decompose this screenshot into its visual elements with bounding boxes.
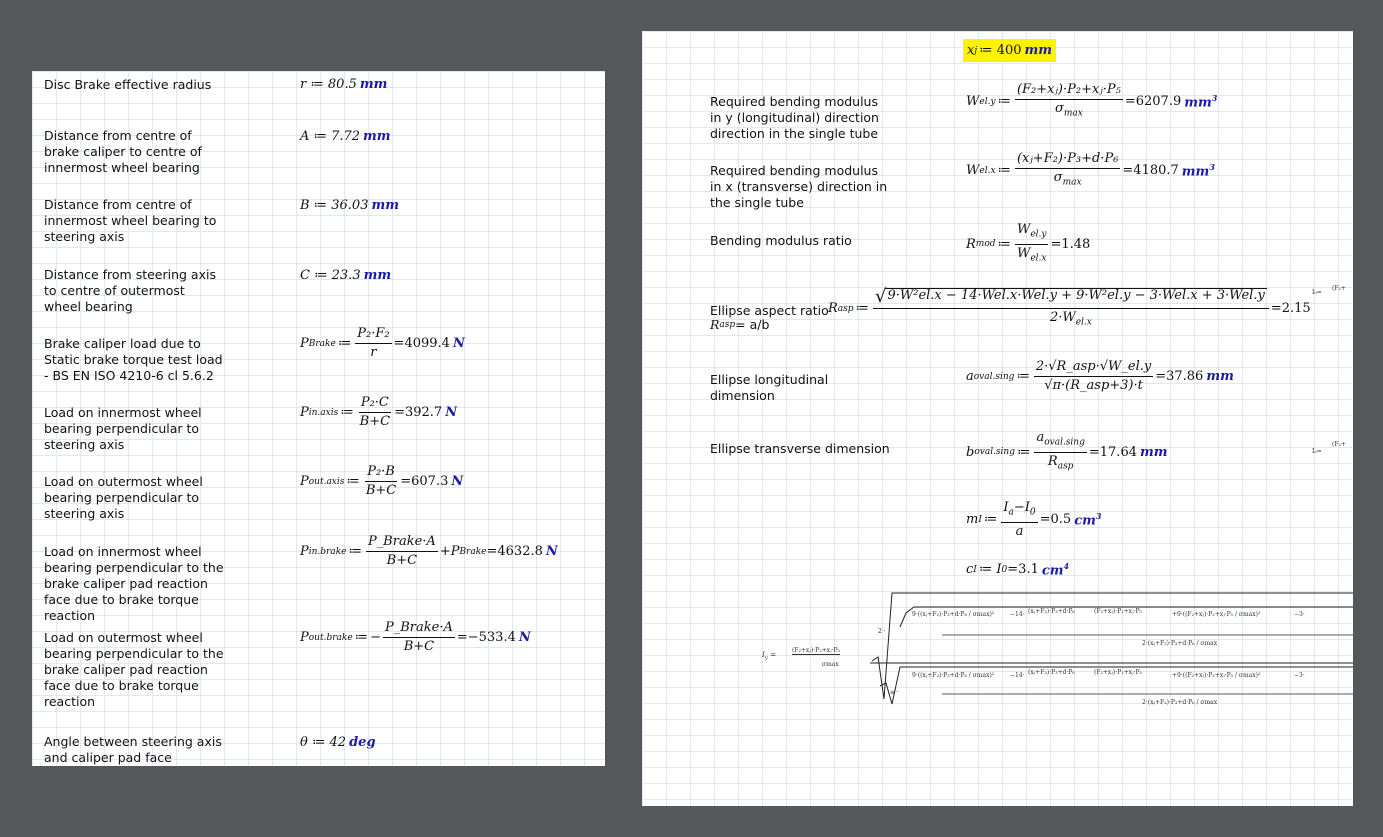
math-r-expr: r ≔ 80.5 [300,77,357,92]
math-p-out-axis-result: =607.3 [400,474,449,489]
math-B-expr: B ≔ 36.03 [300,198,369,213]
big-formula-term4: (F₂+xⱼ)·P₂+xⱼ·P₅ [1094,608,1142,615]
math-wel-y-den-sym: σ [1054,101,1064,116]
math-m-i-den: a [1015,523,1024,539]
math-p-out-axis-sub: out.axis [308,476,345,487]
math-p-out-brake-sub: out.brake [308,632,353,643]
math-p-brake-sub: Brake [308,338,336,349]
math-wel-x-unit [1182,162,1215,179]
math-wel-x-den [1052,169,1084,190]
math-p-in-axis-den: B+C [359,414,391,429]
big-formula-term2-lower: −14· [1010,672,1025,679]
math-a-oval-frac [1034,360,1153,393]
math-p-brake[interactable] [300,327,465,360]
math-p-out-brake[interactable] [300,621,531,654]
math-m-i-num-sym: I [1003,500,1009,515]
label-dist-C: Distance from steering axis to centre of outermost wheel bearing [44,267,216,314]
math-p-out-brake-lhs: P [300,630,309,645]
math-p-out-brake-frac [383,621,455,654]
label-r-asp-sym: R [710,317,720,332]
math-r-asp-den-sym: 2·W [1049,310,1076,325]
big-formula-term2: −14· [1010,611,1025,618]
math-theta-expr: θ ≔ 42 [300,735,347,750]
label-brake-radius: Disc Brake effective radius [44,77,212,92]
big-formula-two: 2 · [878,628,886,635]
sqrt-symbol: √ [874,286,887,307]
math-p-out-axis-frac [364,465,398,498]
math-r-asp-num [873,288,1269,309]
math-wel-x-den-sym: σ [1053,170,1063,185]
math-m-i-num-tail: −I [1013,500,1030,515]
label-dist-B: Distance from centre of innermost wheel bearing to steering axis [44,197,217,244]
math-p-in-brake-num: P_Brake·A [366,535,438,552]
math-r-mod-frac [1015,223,1049,265]
math-m-i[interactable] [966,501,1101,539]
label-r-mod: Bending modulus ratio [710,233,852,248]
math-p-brake-unit: N [452,336,465,351]
math-A-expr: A ≔ 7.72 [300,129,361,144]
math-p-brake-frac [355,327,391,360]
math-p-in-brake[interactable] [300,535,558,568]
math-p-out-brake-unit: N [518,630,531,645]
label-p-in-axis: Load on innermost wheel bearing perpendicular to steering axis [44,405,202,452]
math-r-asp[interactable] [828,288,1311,330]
math-C[interactable] [300,268,391,283]
label-b-oval: Ellipse transverse dimension [710,441,890,456]
math-r-asp-den-sub: el.x [1075,317,1092,328]
math-p-out-axis-unit: N [451,474,464,489]
math-b-oval-unit: mm [1139,444,1168,460]
big-formula-term5-lower: +9·((F₂+xⱼ)·P₂+xⱼ·P₅ / σmax)² [1172,672,1261,679]
math-p-in-axis-unit: N [445,405,458,420]
edge-fragment-f2-b: (F₂+ [1332,441,1346,448]
math-r-asp-den [1048,309,1094,330]
math-r-asp-sub: asp [837,303,854,314]
define-symbol: ≔ [997,94,1011,110]
math-B[interactable] [300,198,399,213]
define-symbol: ≔ [354,630,369,645]
math-p-in-brake-frac [366,535,438,568]
big-formula-term1: 9·((xⱼ+F₂)·P₃+d·P₆ / σmax)² [912,611,995,618]
math-C-expr: C ≔ 23.3 [300,268,361,283]
math-xj-lhs: x [967,43,975,58]
math-wel-y-lhs: W [966,94,980,110]
big-formula-lhs-sym: I [762,651,765,659]
define-symbol: ≔ [997,163,1011,179]
math-p-out-axis-num: P₂·B [365,465,397,482]
right-worksheet[interactable] [642,31,1353,806]
label-wel-x: Required bending modulus in x (transverse) direction in the single tube [710,163,888,210]
math-b-oval-lhs: b [966,444,975,460]
math-a-oval-sub: oval.sing [973,371,1015,382]
math-b-oval-den [1046,453,1076,474]
math-m-i-unit-sup: 3 [1095,511,1102,522]
define-symbol: ≔ [1017,444,1031,460]
math-m-i-sub: I [978,514,982,525]
math-wel-y-den-sub: max [1063,108,1083,119]
math-r[interactable] [300,77,387,92]
math-c-i-mid-sub: 0 [1001,564,1008,575]
math-b-oval-frac [1034,431,1086,473]
math-A-unit: mm [363,129,391,144]
left-worksheet[interactable] [32,71,605,766]
math-r-mod-den-sub: el.x [1030,253,1047,264]
math-wel-x[interactable] [966,152,1215,190]
math-r-mod-num-sym: W [1016,222,1031,237]
math-a-oval-lhs: a [966,369,974,384]
big-formula-lhs: $I_y$ = [762,651,777,662]
math-xj-sub: j [974,45,978,56]
math-p-out-brake-result: =−533.4 [456,630,516,645]
math-wel-x-frac [1015,152,1120,190]
big-formula-term5: +9·((F₂+xⱼ)·P₂+xⱼ·P₅ / σmax)² [1172,611,1261,618]
define-symbol: ≔ [997,236,1011,252]
math-p-in-axis[interactable] [300,396,457,429]
label-theta: Angle between steering axis and caliper pad face [44,734,222,765]
math-b-oval-num-sub: oval.sing [1044,437,1085,448]
math-r-mod-den [1015,245,1049,266]
math-b-oval-result: =17.64 [1088,444,1137,460]
label-r-asp-def [710,317,769,332]
math-B-unit: mm [371,198,399,213]
math-m-i-unit-text: cm [1074,513,1096,529]
define-symbol: ≔ [348,544,362,559]
math-r-mod-result: =1.48 [1050,236,1091,252]
math-p-out-brake-den: B+C [403,639,435,654]
math-r-asp-result: =2.15 [1270,301,1311,317]
define-symbol: ≔ [346,474,360,489]
math-wel-y-unit [1184,93,1217,110]
big-formula-term1-lower: 9·((xⱼ+F₂)·P₃+d·P₆ / σmax)² [912,672,995,679]
math-wel-y-unit-text: mm [1184,95,1212,111]
math-c-i-lhs: c [966,562,974,578]
math-p-out-axis[interactable] [300,465,463,498]
math-wel-x-result: =4180.7 [1122,163,1179,179]
math-xj[interactable] [963,39,1056,62]
math-p-in-brake-sub: in.brake [308,546,347,557]
math-wel-y-unit-sup: 3 [1211,93,1218,104]
math-b-oval[interactable] [966,431,1168,473]
label-wel-y: Required bending modulus in y (longitudinal) direction direction in the single tube [710,94,879,141]
math-xj-unit: mm [1024,43,1053,58]
math-p-brake-num: P₂·F₂ [355,327,391,344]
math-c-i-unit-text: cm [1041,563,1064,579]
big-formula-prefix-den: σmax [822,661,839,668]
math-a-oval-den: √π·(R_asp+3)·t [1044,378,1143,393]
define-symbol: ≔ [983,512,998,528]
math-p-out-axis-den: B+C [365,483,397,498]
big-formula-term3: (xⱼ+F₂)·P₃+d·P₆ [1028,608,1075,615]
math-r-mod-lhs: R [966,236,976,252]
math-wel-x-num: (xⱼ+F₂)·P₃+d·P₆ [1015,152,1120,169]
define-symbol: ≔ [855,301,869,317]
math-p-in-brake-result: =4632.8 [486,544,543,559]
math-p-in-axis-lhs: P [300,405,309,420]
math-wel-x-unit-text: mm [1181,164,1210,180]
label-p-in-brake: Load on innermost wheel bearing perpendicular to the brake caliper pad reaction face due to brake torque reaction [44,544,224,623]
math-c-i-mid: ≔ I [978,562,1002,578]
big-formula-term3-lower: (xⱼ+F₂)·P₃+d·P₆ [1028,669,1075,676]
math-r-unit: mm [359,77,388,92]
math-p-in-brake-unit: N [545,544,558,559]
math-r-asp-lhs: R [828,301,838,317]
math-c-i-unit [1042,561,1069,578]
define-symbol: ≔ [340,405,354,420]
label-r-asp-tail: = a/b [735,317,770,332]
math-A[interactable] [300,129,391,144]
math-a-oval-num: 2·√R_asp·√W_el.y [1034,360,1153,377]
label-dist-A: Distance from centre of brake caliper to centre of innermost wheel bearing [44,128,202,175]
math-theta[interactable] [300,735,376,750]
label-p-out-brake: Load on outermost wheel bearing perpendicular to the brake caliper pad reaction face due to brake torque reaction [44,630,224,709]
math-p-in-brake-lhs: P [300,544,309,559]
math-b-oval-num [1034,431,1086,453]
math-wel-y-result: =6207.9 [1124,94,1182,110]
math-p-out-axis-lhs: P [300,474,309,489]
math-r-asp-frac [873,288,1269,330]
math-m-i-frac [1001,501,1037,539]
big-formula-den2-lower: 2·(xⱼ+F₂)·P₃+d·P₆ / σmax [1142,699,1218,706]
math-a-oval-result: =37.86 [1155,369,1204,384]
math-m-i-num [1001,501,1037,523]
math-c-i-result: =3.1 [1007,562,1039,578]
math-c-i-sub: I [973,564,977,575]
big-formula-term6: −3· [1294,611,1305,618]
math-p-brake-den: r [370,345,377,360]
math-c-i-unit-sup: 4 [1063,561,1070,571]
math-p-in-brake-den: B+C [386,553,418,568]
math-c-i[interactable] [966,561,1069,578]
math-b-oval-den-sym: R [1047,453,1058,469]
math-wel-y[interactable] [966,83,1217,121]
edge-fragment-ia: Iₐ= [1312,448,1322,455]
math-wel-y-num: (F₂+xⱼ)·P₂+xⱼ·P₅ [1015,83,1123,100]
edge-fragment-f2-a: (F₂+ [1332,285,1346,292]
math-wel-x-unit-sup: 3 [1209,162,1215,173]
math-m-i-lhs: m [966,512,979,528]
math-wel-y-frac [1015,83,1123,121]
math-p-out-brake-num: P_Brake·A [383,621,455,638]
math-r-mod-sub: mod [975,239,996,250]
math-m-i-num-sub: a [1008,507,1014,518]
big-formula-den2: 2·(xⱼ+F₂)·P₃+d·P₆ / σmax [1142,640,1218,647]
label-p-brake: Brake caliper load due to Static brake torque test load - BS EN ISO 4210-6 cl 5.6.2 [44,336,223,383]
big-formula-lhs-sub: y [764,655,769,662]
math-r-mod-den-sym: W [1016,245,1031,261]
math-C-unit: mm [363,268,392,283]
math-p-brake-result: =4099.4 [393,336,450,351]
math-wel-y-sub: el.y [979,96,996,107]
math-p-in-brake-tail: +P [439,544,460,559]
math-m-i-num-tail-sub: 0 [1029,507,1036,518]
math-m-i-result: =0.5 [1039,512,1072,528]
big-formula-prefix: (F₂+xⱼ)·P₂+xⱼ·P₅ [792,647,840,654]
big-formula-lower-sym: ≡ · [890,689,899,696]
math-p-in-axis-num: P₂·C [359,396,391,413]
math-r-mod-num-sub: el.y [1030,229,1047,240]
math-a-oval[interactable] [966,360,1234,393]
math-r-asp-num-expr: 9·W²el.x − 14·Wel.x·Wel.y + 9·W²el.y − 3·Wel.x + 3·Wel.y [885,288,1266,306]
label-r-asp-sub: asp [719,319,736,330]
math-p-in-axis-result: =392.7 [394,405,443,420]
math-wel-x-den-sub: max [1062,177,1082,188]
math-r-mod[interactable] [966,223,1090,265]
math-p-brake-lhs: P [300,336,309,351]
math-p-in-axis-frac [358,396,392,429]
math-xj-value: ≔ 400 [979,43,1022,58]
math-b-oval-sub: oval.sing [974,447,1015,458]
label-p-out-axis: Load on outermost wheel bearing perpendicular to steering axis [44,474,203,521]
math-wel-x-sub: el.x [979,165,996,176]
label-a-oval: Ellipse longitudinal dimension [710,372,829,403]
math-p-out-brake-prefix: − [370,630,381,645]
math-p-in-brake-tail-sub: Brake [459,546,487,557]
math-theta-unit: deg [349,735,376,750]
math-b-oval-num-sym: a [1036,430,1045,445]
math-m-i-unit [1074,511,1101,528]
math-b-oval-den-sub: asp [1057,461,1074,472]
edge-fragment-i0: I₀= [1312,289,1322,296]
math-p-in-axis-sub: in.axis [308,407,339,418]
define-symbol: ≔ [1016,369,1030,384]
math-r-mod-num [1015,223,1049,245]
math-a-oval-unit: mm [1206,369,1234,384]
math-wel-y-den [1053,100,1085,121]
big-formula-term4-lower: (F₂+xⱼ)·P₂+xⱼ·P₅ [1094,669,1142,676]
label-r-asp: Ellipse aspect ratio [710,303,829,318]
big-formula-term6-lower: −3· [1294,672,1305,679]
math-wel-x-lhs: W [966,163,980,179]
define-symbol: ≔ [337,336,352,351]
